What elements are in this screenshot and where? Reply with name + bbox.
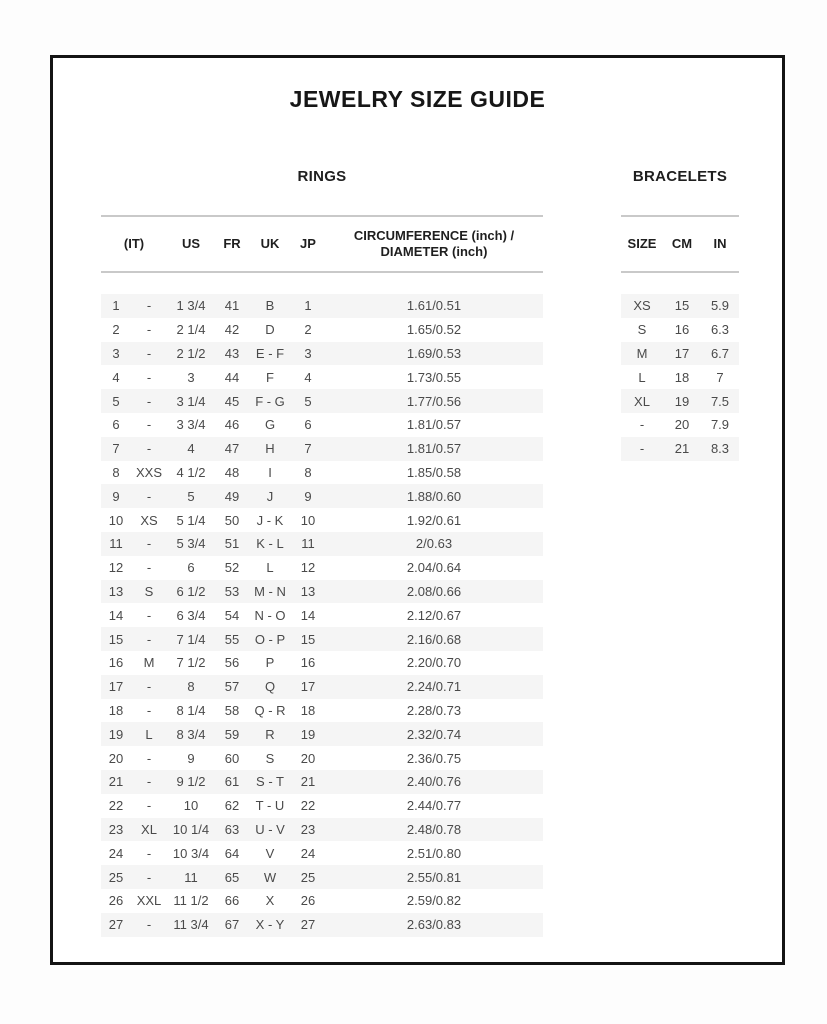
cell: 6 [304,417,312,433]
cell: 3 [187,369,195,385]
cell: G [264,417,276,433]
rings-row [101,365,543,389]
cell: 1.73/0.55 [406,369,462,385]
cell: 19 [300,726,316,742]
cell: 53 [224,583,240,599]
cell: 1.61/0.51 [406,298,462,314]
cell: 26 [108,893,124,909]
cell: 9 [304,488,312,504]
rings-row [101,722,543,746]
cell: 27 [300,917,316,933]
cell: 12 [108,560,124,576]
cell: 2.12/0.67 [406,607,462,623]
cell: 2 [304,322,312,338]
rings-row [101,532,543,556]
bracelets-col-cm: CM [671,235,693,251]
cell: T - U [255,798,285,814]
cell: 16 [108,655,124,671]
bracelets-table-header [621,215,739,273]
rings-row [101,746,543,770]
cell: D [265,322,275,338]
cell: J - K [256,512,284,528]
cell: XL [141,821,157,837]
cell: 10 [108,512,124,528]
cell: S - T [256,774,284,790]
page-title: JEWELRY SIZE GUIDE [289,86,546,112]
cell: V [265,845,275,861]
cell: J [266,488,274,504]
cell: 50 [224,512,240,528]
rings-row [101,818,543,842]
cell: - [146,702,152,718]
cell: 2.28/0.73 [406,702,462,718]
guide-frame [50,55,785,965]
cell: 8 [304,464,312,480]
cell: 2.24/0.71 [406,679,462,695]
cell: 62 [224,798,240,814]
cell: I [268,464,272,480]
cell: 26 [300,893,316,909]
cell: 11 1/2 [173,893,209,909]
cell: - [639,417,645,433]
cell: 6.3 [710,322,730,338]
cell: 1.69/0.53 [406,345,462,361]
cell: 2.32/0.74 [406,726,462,742]
cell: 52 [224,560,240,576]
cell: 7 1/2 [176,655,206,671]
cell: 5.9 [710,298,730,314]
cell: 2.48/0.78 [406,821,462,837]
cell: 9 [187,750,195,766]
cell: 8 3/4 [176,726,206,742]
cell: 12 [300,560,316,576]
cell: 60 [224,750,240,766]
cell: Q [264,679,276,695]
rings-row [101,318,543,342]
cell: L [145,726,153,742]
rings-col-uk: UK [260,235,280,251]
cell: 2.20/0.70 [406,655,462,671]
cell: 1.92/0.61 [406,512,462,528]
rings-col-us: US [181,235,201,251]
rings-row [101,603,543,627]
cell: XS [140,512,158,528]
cell: H [265,441,275,457]
cell: XXL [136,893,162,909]
cell: 7 [304,441,312,457]
cell: 8.3 [710,441,730,457]
cell: 15 [674,298,690,314]
cell: 17 [300,679,316,695]
cell: 1 [304,298,312,314]
cell: 17 [108,679,124,695]
cell: M - N [254,583,286,599]
cell: 44 [224,369,240,385]
cell: 1 [112,298,120,314]
cell: U - V [255,821,285,837]
bracelets-row [621,342,739,366]
cell: X - Y [255,917,285,933]
rings-row [101,865,543,889]
rings-row [101,294,543,318]
rings-row [101,627,543,651]
cell: 8 [112,464,120,480]
cell: 65 [224,869,240,885]
cell: XL [634,393,650,409]
cell: 6 3/4 [176,607,206,623]
cell: 2 1/2 [176,345,206,361]
cell: - [146,631,152,647]
cell: 23 [300,821,316,837]
cell: K - L [256,536,284,552]
cell: 2.08/0.66 [406,583,462,599]
cell: 2/0.63 [415,536,453,552]
cell: 63 [224,821,240,837]
cell: - [146,298,152,314]
cell: Q - R [254,702,286,718]
rings-row [101,889,543,913]
cell: 5 [187,488,195,504]
cell: B [265,298,275,314]
cell: 6 1/2 [176,583,206,599]
cell: 41 [224,298,240,314]
cell: 23 [108,821,124,837]
cell: 6 [187,560,195,576]
rings-section-label: RINGS [297,168,347,185]
cell: F - G [255,393,285,409]
cell: - [146,345,152,361]
cell: 11 3/4 [173,917,209,933]
cell: 45 [224,393,240,409]
cell: 2.59/0.82 [406,893,462,909]
bracelets-row [621,437,739,461]
cell: W [263,869,277,885]
cell: 59 [224,726,240,742]
cell: 7 [112,441,120,457]
cell: 11 [301,536,315,552]
cell: 2.36/0.75 [406,750,462,766]
cell: 25 [108,869,124,885]
cell: 2.51/0.80 [406,845,462,861]
cell: 15 [300,631,316,647]
cell: 42 [224,322,240,338]
cell: 56 [224,655,240,671]
cell: - [146,607,152,623]
cell: E - F [255,345,285,361]
cell: 25 [300,869,316,885]
rings-row [101,413,543,437]
cell: 46 [224,417,240,433]
rings-col-it: (IT) [123,235,145,251]
cell: - [146,869,152,885]
cell: 11 [109,536,123,552]
cell: 54 [224,607,240,623]
cell: 13 [300,583,316,599]
cell: 18 [300,702,316,718]
cell: XXS [135,464,162,480]
cell: - [639,441,645,457]
cell: 10 1/4 [172,821,210,837]
cell: S [144,583,154,599]
cell: 22 [108,798,124,814]
rings-row [101,841,543,865]
bracelets-row [621,318,739,342]
rings-table-body [101,294,543,937]
cell: 20 [300,750,316,766]
rings-row [101,461,543,485]
cell: - [146,393,152,409]
cell: - [146,774,152,790]
cell: 14 [300,607,316,623]
cell: 21 [108,774,124,790]
cell: 10 [300,512,316,528]
cell: 10 [183,798,199,814]
cell: 4 [187,441,195,457]
cell: O - P [254,631,286,647]
cell: S [265,750,275,766]
cell: 55 [224,631,240,647]
cell: 27 [108,917,124,933]
cell: 17 [674,345,690,361]
cell: 14 [108,607,124,623]
rings-row [101,651,543,675]
cell: 20 [108,750,124,766]
cell: 19 [108,726,124,742]
cell: 5 [112,393,120,409]
cell: 57 [224,679,240,695]
cell: L [266,560,274,576]
cell: - [146,488,152,504]
cell: - [146,750,152,766]
cell: - [146,417,152,433]
cell: 7.9 [710,417,730,433]
cell: 4 [304,369,312,385]
cell: 11 [184,869,198,885]
cell: - [146,441,152,457]
rings-row [101,580,543,604]
cell: 66 [224,893,240,909]
cell: 16 [674,322,690,338]
cell: 10 3/4 [172,845,210,861]
bracelets-table-body [621,294,739,461]
rings-row [101,699,543,723]
cell: 1.65/0.52 [406,322,462,338]
cell: 7.5 [710,393,730,409]
cell: - [146,679,152,695]
cell: M [143,655,155,671]
bracelets-section-label: BRACELETS [632,168,728,185]
cell: 7 1/4 [176,631,206,647]
rings-row [101,794,543,818]
cell: 64 [224,845,240,861]
cell: 9 [112,488,120,504]
cell: - [146,536,152,552]
cell: R [265,726,275,742]
cell: L [638,369,646,385]
cell: M [636,345,648,361]
rings-col-jp: JP [300,235,316,251]
bracelets-row [621,413,739,437]
bracelets-col-size: SIZE [627,235,657,251]
cell: 1.85/0.58 [406,464,462,480]
cell: 21 [300,774,316,790]
cell: 51 [224,536,240,552]
cell: S [637,322,647,338]
rings-row [101,508,543,532]
cell: XS [633,298,651,314]
cell: 8 1/4 [176,702,206,718]
cell: 1.88/0.60 [406,488,462,504]
cell: 2.63/0.83 [406,917,462,933]
bracelets-row [621,365,739,389]
rings-col-circumference: CIRCUMFERENCE (inch) / DIAMETER (inch) [353,227,515,259]
rings-row [101,437,543,461]
cell: 18 [674,369,690,385]
cell: - [146,917,152,933]
cell: 67 [224,917,240,933]
cell: 16 [300,655,316,671]
cell: - [146,369,152,385]
cell: X [265,893,275,909]
cell: 1.81/0.57 [406,417,462,433]
cell: 2 [112,322,120,338]
cell: 15 [108,631,124,647]
rings-row [101,770,543,794]
cell: 6 [112,417,120,433]
cell: 61 [224,774,240,790]
cell: 4 [112,369,120,385]
cell: 2.16/0.68 [406,631,462,647]
rings-table-header [101,215,543,273]
cell: 1.77/0.56 [406,393,462,409]
rings-row [101,342,543,366]
cell: 13 [108,583,124,599]
rings-col-fr: FR [223,235,241,251]
bracelets-row [621,294,739,318]
cell: 18 [108,702,124,718]
rings-row [101,913,543,937]
cell: P [265,655,275,671]
cell: 24 [108,845,124,861]
cell: 2 1/4 [176,322,206,338]
cell: 9 1/2 [176,774,206,790]
cell: 20 [674,417,690,433]
cell: 7 [716,369,724,385]
rings-row [101,675,543,699]
bracelets-row [621,389,739,413]
cell: 58 [224,702,240,718]
cell: 5 3/4 [176,536,206,552]
cell: - [146,322,152,338]
cell: 3 [304,345,312,361]
cell: - [146,560,152,576]
cell: 49 [224,488,240,504]
cell: 2.04/0.64 [406,560,462,576]
cell: 1.81/0.57 [406,441,462,457]
cell: 8 [187,679,195,695]
rings-row [101,484,543,508]
cell: 1 3/4 [176,298,206,314]
cell: 2.44/0.77 [406,798,462,814]
cell: 47 [224,441,240,457]
cell: 19 [674,393,690,409]
cell: 2.40/0.76 [406,774,462,790]
rings-row [101,556,543,580]
cell: 3 [112,345,120,361]
cell: F [266,369,274,385]
cell: 43 [224,345,240,361]
cell: 48 [224,464,240,480]
cell: 21 [674,441,690,457]
cell: 3 3/4 [176,417,206,433]
cell: 24 [300,845,316,861]
cell: 5 [304,393,312,409]
cell: 3 1/4 [176,393,206,409]
rings-row [101,389,543,413]
cell: - [146,845,152,861]
cell: 22 [300,798,316,814]
cell: - [146,798,152,814]
bracelets-col-in: IN [713,235,727,251]
cell: 6.7 [710,345,730,361]
cell: 5 1/4 [176,512,206,528]
cell: N - O [254,607,286,623]
cell: 4 1/2 [176,464,206,480]
cell: 2.55/0.81 [406,869,462,885]
